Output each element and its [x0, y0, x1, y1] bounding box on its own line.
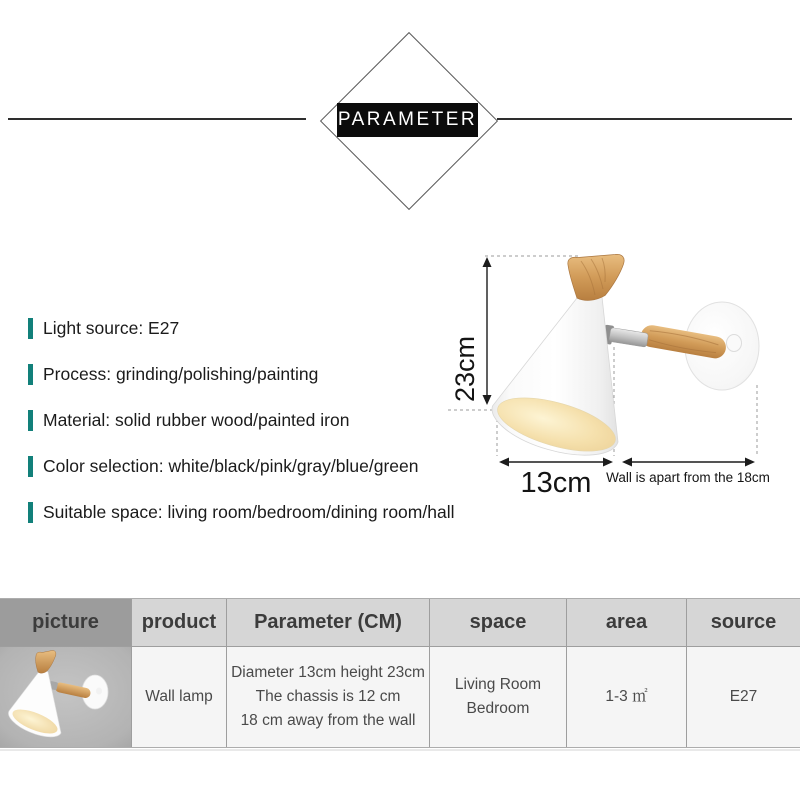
spec-item-light-source	[28, 317, 454, 339]
col-header-picture: picture	[0, 599, 132, 647]
metal-joint	[602, 325, 648, 351]
accent-bar-icon	[28, 364, 33, 385]
spec-item-label: Process: grinding/polishing/painting	[43, 363, 319, 384]
parameter-cell	[227, 647, 430, 747]
lamp-dimension-figure	[445, 235, 800, 505]
table-bottom-shadow	[0, 749, 800, 751]
spec-item-material	[28, 409, 454, 431]
product-thumbnail-cell	[0, 647, 132, 747]
wood-top-knob	[568, 254, 624, 300]
wall-lamp-thumbnail	[0, 647, 132, 747]
source-cell: E27	[687, 647, 800, 747]
header-rule-left	[8, 118, 306, 120]
table-row	[0, 647, 800, 747]
col-header-product: product	[132, 599, 227, 647]
area-cell: 1-3 ㎡	[567, 647, 687, 747]
accent-bar-icon	[28, 502, 33, 523]
accent-bar-icon	[28, 456, 33, 477]
spec-item-suitable-space	[28, 501, 454, 523]
diameter-dimension-label: 13cm	[520, 467, 592, 499]
parameter-line: Diameter 13cm height 23cm	[231, 663, 425, 681]
spec-item-label: Light source: E27	[43, 317, 180, 338]
product-name-cell: Wall lamp	[132, 647, 227, 747]
spec-item-label: Suitable space: living room/bedroom/dining room/hall	[43, 501, 455, 522]
parameter-line: The chassis is 12 cm	[255, 687, 401, 705]
wall-lamp-illustration	[445, 235, 800, 505]
col-header-parameter: Parameter (CM)	[227, 599, 430, 647]
header-rule-right	[497, 118, 792, 120]
spec-list	[28, 317, 454, 547]
page-title: PARAMETER	[337, 103, 478, 137]
col-header-source: source	[687, 599, 800, 647]
height-dimension-label: 23cm	[450, 335, 480, 403]
spec-item-label: Color selection: white/black/pink/gray/blue/green	[43, 455, 419, 476]
col-header-area: area	[567, 599, 687, 647]
col-header-space: space	[430, 599, 567, 647]
parameter-line: 18 cm away from the wall	[240, 712, 416, 729]
table-header-row	[0, 599, 800, 647]
parameter-table	[0, 598, 800, 748]
space-line: Bedroom	[466, 700, 530, 717]
space-line: Living Room	[454, 675, 542, 693]
accent-bar-icon	[28, 410, 33, 431]
spec-item-color-selection	[28, 455, 454, 477]
accent-bar-icon	[28, 318, 33, 339]
spec-item-process	[28, 363, 454, 385]
space-cell	[430, 647, 567, 747]
plate-knob	[727, 335, 742, 352]
wall-distance-note: Wall is apart from the 18cm	[606, 470, 770, 485]
spec-item-label: Material: solid rubber wood/painted iron	[43, 409, 350, 430]
